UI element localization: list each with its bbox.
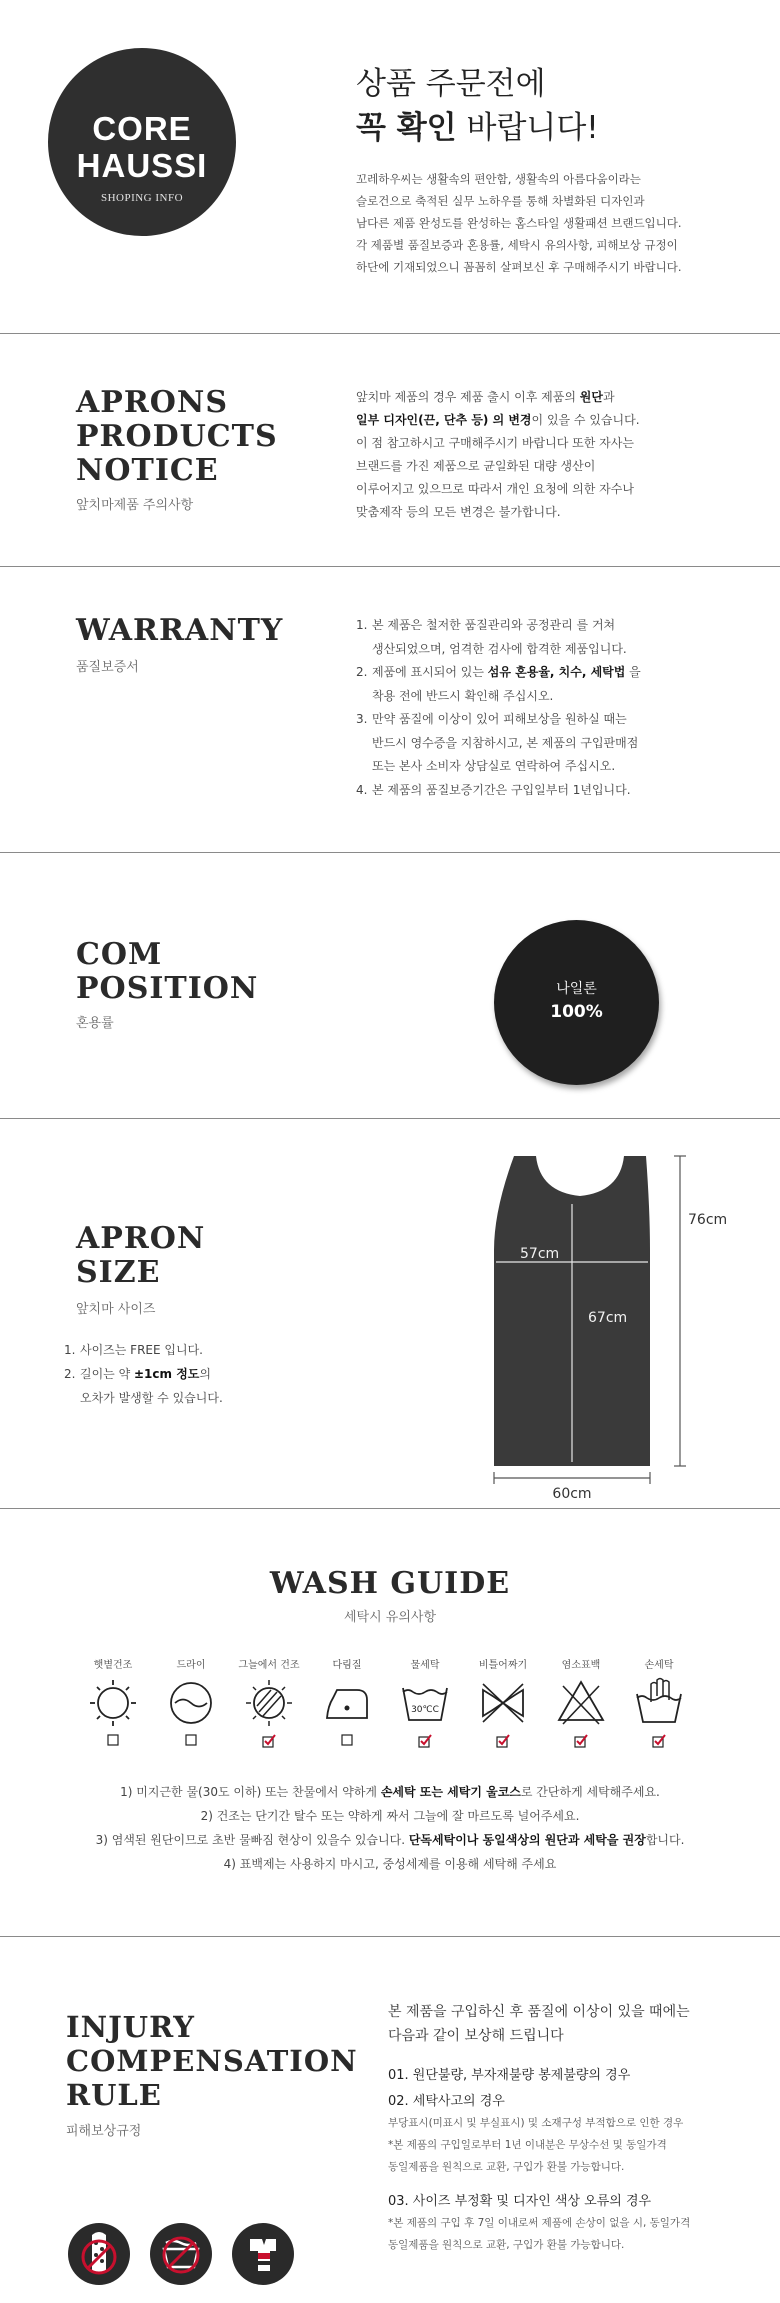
intro-line: 꼬레하우씨는 생활속의 편안함, 생활속의 아름다움이라는 [356,172,641,186]
wash-item-hand-wash [624,1656,694,1748]
list-item [356,708,756,779]
wash-guide-title: WASH GUIDE [269,1566,511,1601]
water-wash-icon [397,1676,453,1728]
notice-line: 맞춤제작 등의 모든 변경은 불가합니다. [356,505,561,519]
list-number: 4. [356,782,368,797]
list-number: 1. [356,618,368,632]
list-text: 생산되었으며, 엄격한 검사에 합격한 제품입니다. [372,641,627,656]
chest-label: 57cm [520,1246,560,1262]
wash-item-water-wash [390,1656,460,1748]
title-line-2 [356,106,599,150]
wash-label: 염소표백 [561,1660,601,1671]
width-label: 60cm [552,1486,592,1500]
list-text: 또는 본사 소비자 상담실로 연락하여 주십시오. [372,759,616,773]
list-number: 3. [356,712,368,726]
notice-bold: 원단 [579,390,603,404]
list-item [356,661,756,708]
wash-notes [0,1780,780,1876]
wash-note-4: 4) 표백제는 사용하지 마시고, 중성세제를 이용해 세탁해 주세요 [223,1857,557,1871]
wash-note-text: 1) 미지근한 물(30도 이하) 또는 찬물에서 약하게 [120,1785,381,1799]
section-divider [0,566,780,567]
wash-note-1 [0,1780,780,1804]
wash-item-sun-dry [78,1656,148,1746]
logo-subtitle: SHOPING INFO [100,192,184,204]
size-heading-line: APRON [76,1221,206,1256]
notice-line [356,386,640,409]
intro-line: 각 제품별 품질보증과 혼용률, 세탁시 유의사항, 피해보상 규정이 [356,238,678,252]
logo-line-1: CORE [92,110,192,147]
washing-accident-icon [150,2223,212,2285]
injury-case-2-detail [388,2112,683,2178]
injury-heading-line: RULE [66,2078,162,2112]
list-text: 반드시 영수증을 지참하시고, 본 제품의 구입판매점 [372,735,639,750]
intro-line: 하단에 기재되었으니 꼼꼼히 살펴보신 후 구매해주시기 바랍니다. [356,260,682,274]
wring-icon [475,1676,531,1728]
notice-text: 과 [602,390,615,404]
checked-box-icon [418,1734,432,1748]
composition-percent: 100% [550,1002,603,1022]
injury-case-2: 02. 세탁사고의 경우 [388,2094,505,2109]
list-number: 2. [356,665,368,679]
checked-box-icon [262,1734,276,1748]
composition-heading [76,938,258,1006]
size-subtitle: 앞치마 사이즈 [76,1302,156,1317]
composition-heading-line: COM [76,937,163,972]
injury-intro [388,2000,690,2048]
no-bleach-icon [553,1676,609,1728]
list-item [356,779,756,803]
wash-label: 그늘에서 건조 [238,1660,300,1671]
notice-line: 이루어지고 있으므로 따라서 개인 요청에 의한 자수나 [356,482,634,496]
injury-case-3-detail [388,2212,690,2256]
notice-heading-line: NOTICE [76,453,219,488]
size-color-error-icon [232,2223,294,2285]
injury-detail-line: *본 제품의 구입일로부터 1년 이내분은 무상수선 및 동일가격 [388,2139,667,2151]
injury-detail-line: 동일제품을 원칙으로 교환, 구입가 환불 가능합니다. [388,2239,625,2251]
section-divider [0,1508,780,1509]
injury-detail-line: 동일제품을 원칙으로 교환, 구입가 환불 가능합니다. [388,2161,625,2173]
composition-heading-line: POSITION [76,971,259,1006]
list-text-bold: ±1cm 정도 [134,1367,200,1381]
warranty-heading: WARRANTY [76,613,284,648]
section-divider [0,1118,780,1119]
injury-case-1: 01. 원단불량, 부자재불량 봉제불량의 경우 [388,2068,631,2083]
injury-intro-line: 다음과 같이 보상해 드립니다 [388,2028,564,2044]
intro-line: 남다른 제품 완성도를 완성하는 홈스타일 생활패션 브랜드입니다. [356,216,682,230]
wash-note-bold: 손세탁 또는 세탁기 울코스 [380,1785,521,1799]
list-item [356,614,756,661]
hand-wash-icon [631,1676,687,1728]
apron-size-diagram [470,1140,750,1500]
wash-label: 손세탁 [644,1660,674,1671]
wash-label: 드라이 [176,1660,206,1671]
list-item [64,1362,324,1410]
list-text [372,661,756,685]
size-heading-line: SIZE [76,1255,161,1290]
list-text-part: 을 [625,665,641,679]
shade-dry-icon [241,1676,297,1728]
notice-text: 이 있을 수 있습니다. [531,413,640,427]
size-heading [76,1222,205,1290]
notice-line [356,409,640,432]
brand-logo-circle [48,48,236,236]
warranty-list [356,614,756,802]
section-divider [0,333,780,334]
list-text: 착용 전에 반드시 확인해 주십시오. [372,688,554,703]
title-rest: 바랍니다! [456,110,599,146]
wash-temp-label: 30℃C [411,1705,439,1715]
list-text-part: 길이는 약 [80,1367,134,1381]
list-text [80,1362,324,1386]
list-text: 사이즈는 FREE 입니다. [80,1343,203,1357]
list-text-bold: 섬유 혼용율, 치수, 세탁법 [487,665,626,679]
list-text: 오차가 발생할 수 있습니다. [80,1391,223,1405]
section-divider [0,1936,780,1937]
wash-note-bold: 단독세탁이나 동일색상의 원단과 세탁을 권장 [408,1833,646,1847]
wash-item-dry-clean [156,1656,226,1746]
sun-dry-icon [85,1676,141,1728]
page-title [356,62,599,150]
intro-paragraph [356,168,756,278]
composition-subtitle: 혼용률 [76,1016,114,1031]
unchecked-box-icon [185,1734,197,1746]
wash-note-text: 3) 염색된 원단이므로 초반 물빠짐 현상이 있을수 있습니다. [95,1833,409,1847]
wash-label: 햇볕건조 [93,1660,133,1671]
wash-item-shade-dry [234,1656,304,1748]
iron-icon [319,1676,375,1728]
composition-circle [494,920,659,1085]
body-length-label: 67cm [588,1310,628,1326]
checked-box-icon [652,1734,666,1748]
injury-intro-line: 본 제품을 구입하신 후 품질에 이상이 있을 때에는 [388,2004,690,2020]
wash-item-wring [468,1656,538,1748]
title-line-1: 상품 주문전에 [356,66,546,102]
notice-subtitle: 앞치마제품 주의사항 [76,498,194,513]
total-length-label: 76cm [688,1212,728,1228]
wash-guide-subtitle: 세탁시 유의사항 [343,1610,437,1625]
wash-note-2: 2) 건조는 단기간 탈수 또는 약하게 짜서 그늘에 잘 마르도록 널어주세요. [200,1809,580,1823]
injury-heading-line: COMPENSATION [66,2044,358,2078]
list-item [64,1338,324,1362]
size-list [64,1338,324,1410]
wash-label: 비틀어짜기 [478,1660,528,1671]
wash-note-3 [0,1828,780,1852]
notice-line: 이 점 참고하시고 구매해주시기 바랍니다 또한 자사는 [356,436,634,450]
notice-heading [76,386,278,488]
checked-box-icon [574,1734,588,1748]
intro-line: 슬로건으로 축적된 실무 노하우를 통해 차별화된 디자인과 [356,194,645,208]
notice-text: 앞치마 제품의 경우 제품 출시 이후 제품의 [356,390,580,404]
injury-heading-line: INJURY [66,2010,195,2044]
list-text: 만약 품질에 이상이 있어 피해보상을 원하실 때는 [372,712,627,726]
injury-subtitle: 피해보상규정 [66,2124,142,2139]
dry-clean-icon [163,1676,219,1728]
notice-heading-line: APRONS [76,385,228,420]
logo-line-2: HAUSSI [76,147,208,184]
wash-note-text: 로 간단하게 세탁해주세요. [520,1785,660,1799]
notice-line: 브랜드를 가진 제품으로 균일화된 대량 생산이 [356,459,596,473]
list-number: 2. [64,1367,76,1381]
checked-box-icon [496,1734,510,1748]
composition-material: 나일론 [556,981,597,997]
wash-label: 물세탁 [410,1660,440,1671]
injury-detail-line: *본 제품의 구입 후 7일 이내로써 제품에 손상이 없을 시, 동일가격 [388,2217,691,2229]
wash-note-text: 합니다. [645,1833,685,1847]
list-number: 1. [64,1343,76,1357]
title-bold: 꼭 확인 [356,110,457,146]
section-divider [0,852,780,853]
list-text-part: 의 [199,1367,211,1381]
list-text: 본 제품은 철저한 품질관리와 공정관리 를 거쳐 [372,618,616,632]
wash-item-no-bleach [546,1656,616,1748]
notice-body [356,386,640,524]
fabric-defect-icon [68,2223,130,2285]
injury-heading [66,2010,358,2112]
injury-detail-line: 부당표시(미표시 및 부실표시) 및 소재구성 부적합으로 인한 경우 [388,2117,684,2129]
injury-case-3: 03. 사이즈 부정확 및 디자인 색상 오류의 경우 [388,2194,652,2209]
list-text: 본 제품의 품질보증기간은 구입일부터 1년입니다. [372,782,631,797]
wash-item-iron [312,1656,382,1746]
notice-bold: 일부 디자인(끈, 단추 등) 의 변경 [356,413,532,427]
wash-label: 다림질 [332,1660,362,1671]
unchecked-box-icon [107,1734,119,1746]
unchecked-box-icon [341,1734,353,1746]
warranty-subtitle: 품질보증서 [76,660,139,675]
notice-heading-line: PRODUCTS [76,419,278,454]
list-text-part: 제품에 표시되어 있는 [372,665,488,679]
